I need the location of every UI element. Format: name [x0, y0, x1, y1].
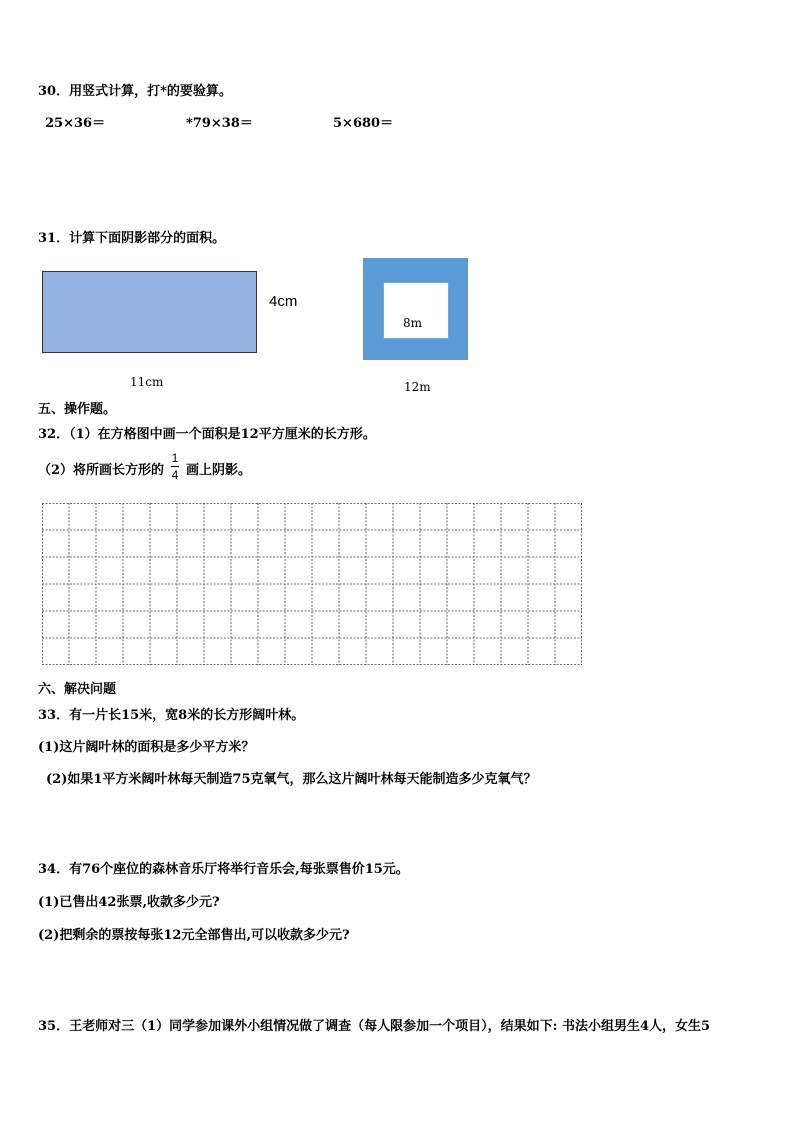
inner-square-label: 8m: [403, 316, 423, 330]
q30-title: 30．用竖式计算，打*的要验算。: [38, 84, 232, 99]
fraction-numerator: 1: [171, 451, 179, 465]
q33-question-1: (1)这片阔叶林的面积是多少平方米？: [38, 740, 255, 755]
inner-blank-square: [383, 282, 449, 339]
q32-part2-prefix: （2）将所画长方形的: [38, 463, 165, 478]
q32-part2-suffix: 画上阴影。: [186, 463, 252, 478]
rect-height-label: 4cm: [269, 293, 298, 310]
q33-title: 33．有一片长15米，宽8米的长方形阔叶林。: [38, 708, 305, 723]
section-6-heading: 六、解决问题: [38, 682, 117, 697]
section-5-heading: 五、操作题。: [38, 402, 117, 417]
fraction-one-quarter: [171, 451, 179, 482]
q34-question-2: (2)把剩余的票按每张12元全部售出,可以收款多少元?: [38, 928, 350, 943]
q33-question-2: (2)如果1平方米阔叶林每天制造75克氧气，那么这片阔叶林每天能制造多少克氧气？: [46, 772, 537, 787]
q30-item-2: *79×38＝: [186, 116, 253, 131]
shaded-rectangle: [42, 271, 257, 353]
q30-item-3: 5×680＝: [333, 116, 394, 131]
fraction-denominator: 4: [171, 468, 179, 482]
q32-part1: 32．（1）在方格图中画一个面积是12平方厘米的长方形。: [38, 427, 376, 442]
rect-width-label: 11cm: [130, 375, 164, 389]
q34-title: 34．有76个座位的森林音乐厅将举行音乐会,每张票售价15元。: [38, 862, 409, 877]
fraction-bar: [171, 466, 179, 467]
square-grid: [42, 503, 582, 665]
q35-title: 35．王老师对三（1）同学参加课外小组情况做了调查（每人限参加一个项目），结果如下: 书法小组男生4人，女生5: [38, 1019, 711, 1034]
q30-item-1: 25×36＝: [45, 116, 106, 131]
q34-question-1: (1)已售出42张票,收款多少元?: [38, 895, 220, 910]
outer-square-label: 12m: [404, 380, 431, 394]
q31-title: 31．计算下面阴影部分的面积。: [38, 231, 226, 246]
